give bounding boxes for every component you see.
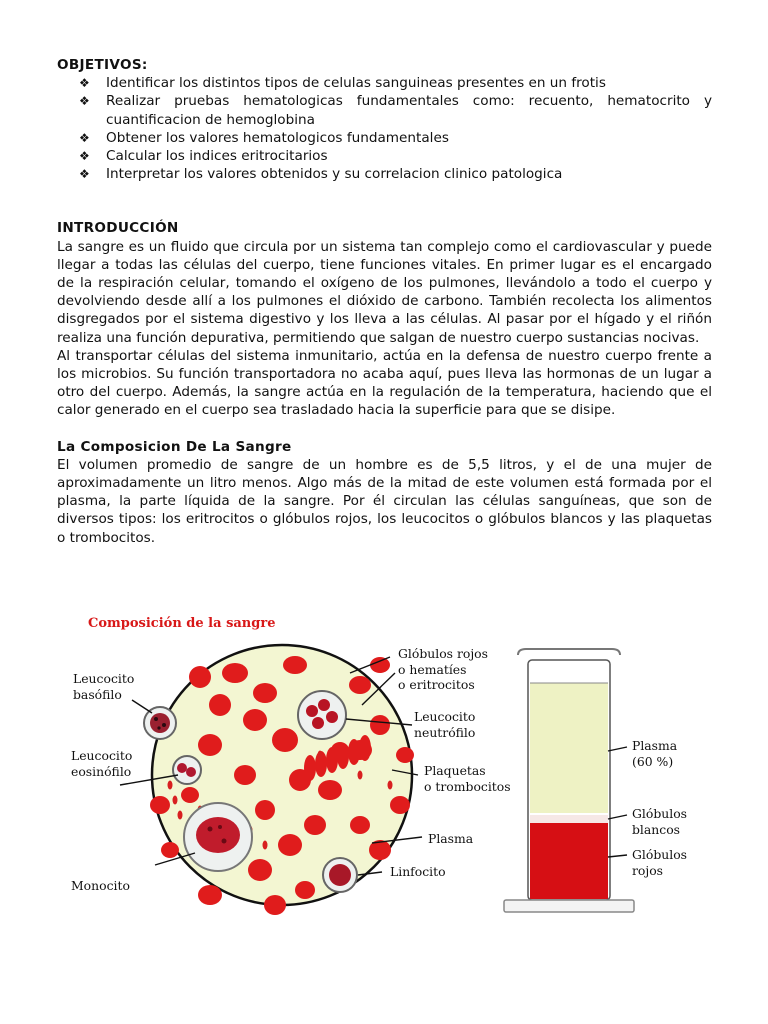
diamond-bullet-icon: ❖ [79, 130, 90, 145]
monocyte-cell [184, 803, 252, 871]
red-blood-cell [283, 656, 307, 674]
lymphocyte-cell [323, 858, 357, 892]
red-blood-cell [396, 747, 414, 763]
diamond-bullet-icon: ❖ [79, 149, 90, 164]
list-item: ❖ Calcular los indices eritrocitarios [79, 148, 328, 165]
red-blood-cell [370, 715, 390, 735]
red-blood-cell [189, 666, 211, 688]
red-blood-cell [349, 676, 371, 694]
intro-paragraph-1: La sangre es un fluido que circula por un sistema tan complejo como el cardiovascular y puede llegar a todas las células del cuerpo, tiene funciones vitales. En primer lugar es el encargado de la respiración celular, tomando el oxígeno de los pulmones, llevándolo a todo el cuerpo y devolviendo desde allí a los pulmones el dióxido de carbono. También recolecta los alimentos disgregados por el sistema digestivo y los lleva a las células. Al pasar por el hígado y el riñón realiza una función depurativa, permitiendo que salgan de nuestro cuerpo sustancias nocivas. [57, 238, 712, 346]
composition-heading: La Composicion De La Sangre [57, 438, 292, 455]
red-blood-cell [161, 842, 179, 858]
tube-buffy-coat [530, 815, 608, 823]
diamond-bullet-icon: ❖ [79, 94, 90, 109]
platelet [168, 781, 173, 790]
red-blood-cell [304, 755, 316, 781]
red-blood-cell [198, 734, 222, 756]
list-item: ❖ Obtener los valores hematologicos fundamentales [79, 129, 449, 146]
red-blood-cell [209, 694, 231, 716]
hematocrit-tube [504, 649, 634, 912]
red-blood-cell [304, 815, 326, 835]
red-blood-cell [318, 780, 342, 800]
diamond-bullet-icon: ❖ [79, 167, 90, 182]
platelet [263, 841, 268, 850]
red-blood-cell [326, 747, 338, 773]
platelet [388, 781, 393, 790]
label-tube-white: Glóbulos blancos [632, 806, 688, 837]
red-blood-cell [337, 743, 349, 769]
red-blood-cell [253, 683, 277, 703]
blood-composition-figure [60, 605, 720, 935]
eosinophil-cell [173, 756, 201, 784]
label-red-cells: Glóbulos rojos o hematíes o eritrocitos [398, 646, 488, 692]
label-plasma: Plasma [428, 831, 474, 846]
tube-red-layer [530, 823, 608, 899]
figure-title: Composición de la sangre [88, 616, 276, 631]
red-blood-cell [264, 895, 286, 915]
red-blood-cell [150, 796, 170, 814]
text-body [57, 56, 712, 547]
introduction-heading: INTRODUCCIÓN [57, 220, 179, 237]
label-platelets: Plaquetas o trombocitos [424, 763, 511, 794]
list-item: ❖ Interpretar los valores obtenidos y su correlacion clinico patologica [79, 166, 563, 183]
neutrophil-cell [298, 691, 346, 739]
red-blood-cell [348, 739, 360, 765]
red-blood-cell [248, 859, 272, 881]
red-blood-cell [272, 728, 298, 752]
platelet [318, 751, 323, 760]
basophil-cell [144, 707, 176, 739]
list-item: ❖ Realizar pruebas hematologicas fundamentales como: recuento, hematocrito y cuantificacion de hemoglobina [79, 93, 712, 128]
label-basophil: Leucocito basófilo [73, 671, 135, 702]
label-neutrophil: Leucocito neutrófilo [414, 709, 476, 740]
red-blood-cell [198, 885, 222, 905]
composition-paragraph: El volumen promedio de sangre de un hombre es de 5,5 litros, y el de una mujer de aproximadamente un litro menos. Algo más de la mitad de este volumen está formada por el plasma, la parte líquida de la sangre. Por él circulan las células sanguíneas, que son de diversos tipos: los eritrocitos o glóbulos rojos, los leucocitos o glóbulos blancos y las plaquetas o trombocitos. [57, 456, 712, 546]
list-item: ❖ Identificar los distintos tipos de celulas sanguineas presentes en un frotis [79, 75, 606, 92]
red-blood-cell [350, 816, 370, 834]
tube-plasma-layer [530, 683, 608, 813]
red-blood-cell [234, 765, 256, 785]
red-blood-cell [359, 735, 371, 761]
red-blood-cell [278, 834, 302, 856]
objectives-heading: OBJETIVOS: [57, 57, 148, 73]
red-blood-cell [181, 787, 199, 803]
figure-illustration [60, 605, 720, 935]
red-blood-cell [255, 800, 275, 820]
diamond-bullet-icon: ❖ [79, 76, 90, 91]
objectives-list [57, 74, 712, 183]
intro-paragraph-2: Al transportar células del sistema inmunitario, actúa en la defensa de nuestro cuerpo frente a los microbios. Su función transportadora no acaba aquí, pues lleva las hormonas de un lugar a otro del cuerpo. Además, la sangre actúa en la regulación de la temperatura, haciendo que el calor generado en el cuerpo sea trasladado hacia la superficie para que se disipe. [57, 347, 712, 419]
label-lymphocyte: Linfocito [390, 864, 446, 879]
red-blood-cell [370, 657, 390, 673]
red-blood-cell [222, 663, 248, 683]
platelet [173, 796, 178, 805]
red-blood-cell [390, 796, 410, 814]
label-eosinophil: Leucocito eosinófilo [71, 748, 133, 779]
label-tube-red: Glóbulos rojos [632, 847, 688, 878]
platelet [358, 771, 363, 780]
red-blood-cell [295, 881, 315, 899]
platelet [178, 811, 183, 820]
red-blood-cell [243, 709, 267, 731]
label-monocyte: Monocito [71, 878, 130, 893]
label-tube-plasma: Plasma (60 %) [632, 738, 678, 769]
